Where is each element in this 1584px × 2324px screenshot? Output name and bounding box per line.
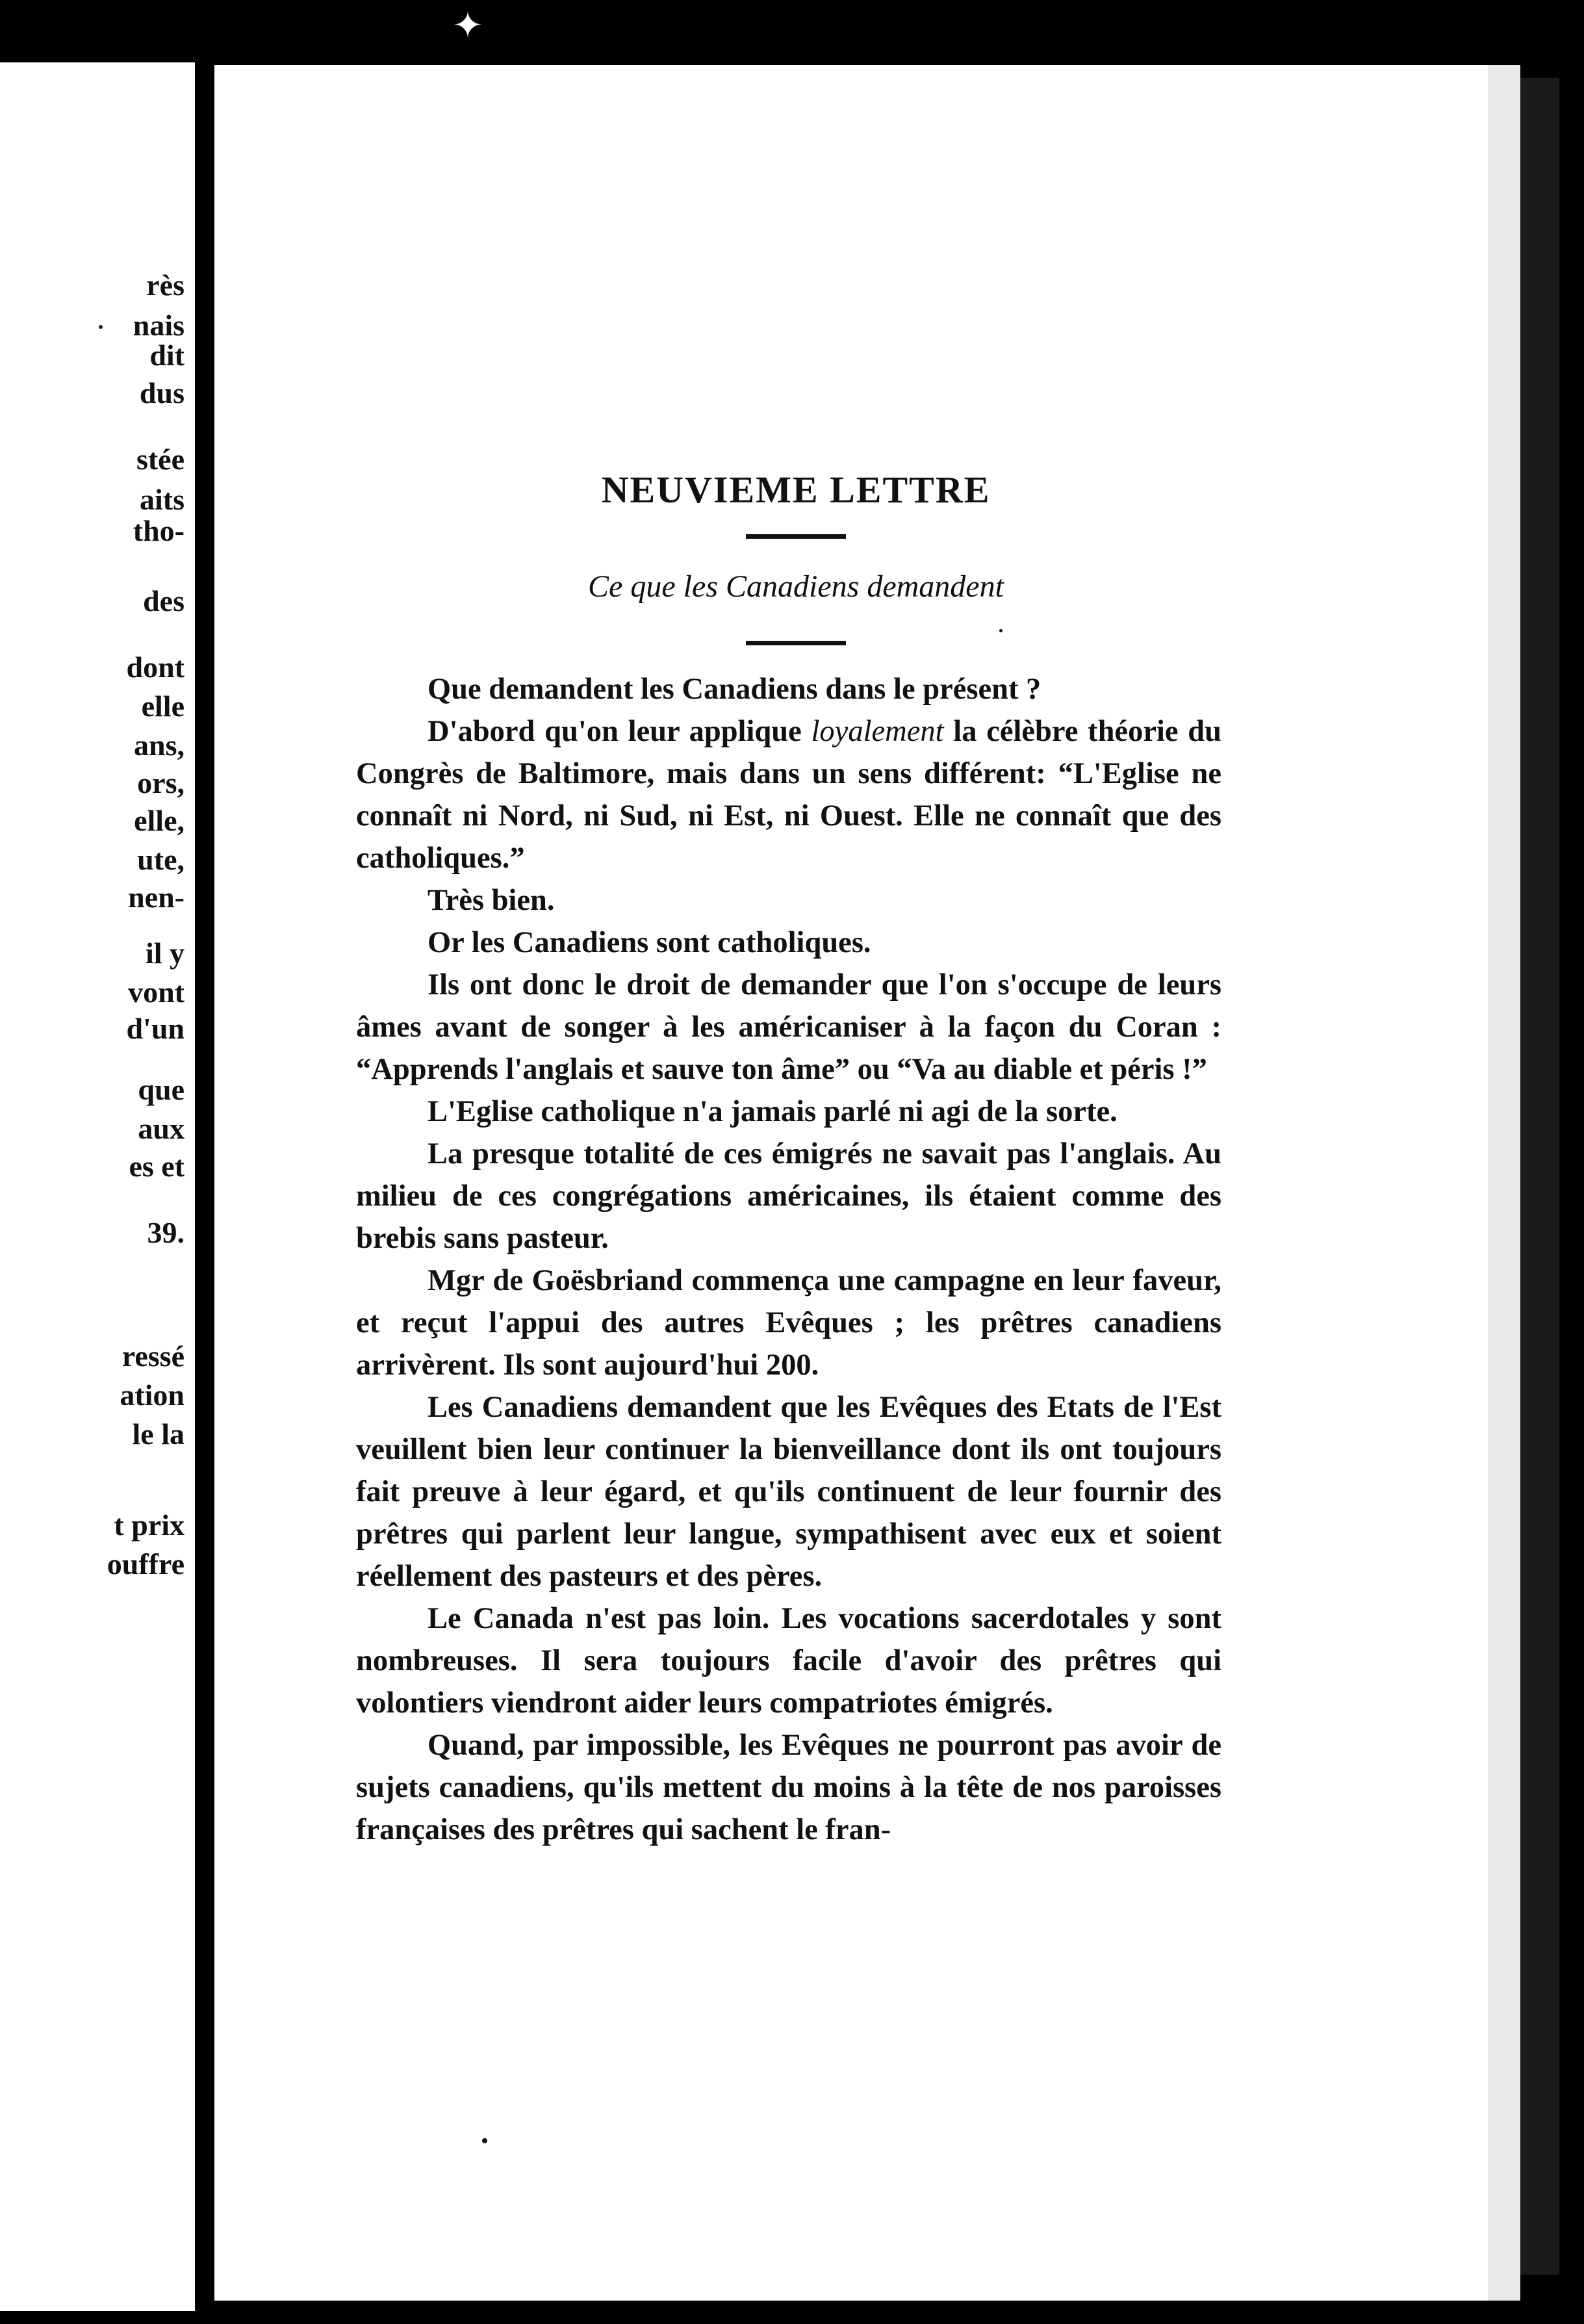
- paragraph: La presque totalité de ces émigrés ne savait pas l'anglais. Au milieu de ces congrégations américaines, ils étaient comme des brebis sans pasteur.: [356, 1137, 1221, 1255]
- paragraph: L'Eglise catholique n'a jamais parlé ni agi de la sorte.: [428, 1095, 1118, 1128]
- page-shadow: [1520, 78, 1559, 2275]
- facing-page-line: d'un: [126, 1012, 185, 1045]
- facing-page-line: rès: [146, 268, 185, 302]
- facing-page-line: le la: [132, 1417, 185, 1451]
- title-rule: [746, 534, 846, 539]
- paragraph: Ils ont donc le droit de demander que l'on s'occupe de leurs âmes avant de songer à les américaniser à la façon du Coran : “Apprends l'anglais et sauve ton âme” ou “Va au diable et péris !”: [356, 968, 1221, 1086]
- facing-page-line: dont: [126, 651, 185, 684]
- facing-page-line: tho-: [133, 514, 185, 547]
- emphasis-text: loyalement: [811, 715, 944, 748]
- paragraph: [356, 710, 1221, 879]
- body-text: [356, 668, 1221, 1851]
- facing-page-line: 39.: [147, 1216, 185, 1249]
- paragraph: Or les Canadiens sont catholiques.: [428, 926, 871, 959]
- facing-page-line: stée: [136, 443, 185, 476]
- facing-page-line: ouffre: [107, 1547, 185, 1581]
- facing-page-line: aux: [138, 1112, 185, 1145]
- paragraph: Le Canada n'est pas loin. Les vocations sacerdotales y sont nombreuses. Il sera toujours facile d'avoir des prêtres qui volontiers viendront aider leurs compatriotes émigrés.: [356, 1602, 1221, 1720]
- facing-page-line: dus: [139, 376, 185, 409]
- facing-page-line: il y: [145, 936, 185, 970]
- facing-page-line: nais: [133, 309, 185, 342]
- facing-page-line: ation: [120, 1378, 185, 1412]
- facing-page-line: elle: [141, 690, 185, 723]
- facing-page-line: que: [138, 1073, 185, 1106]
- paragraph: Quand, par impossible, les Evêques ne pourront pas avoir de sujets canadiens, qu'ils mettent du moins à la tête de nos paroisses françaises des prêtres qui sachent le fran-: [356, 1729, 1221, 1846]
- paragraph: Les Canadiens demandent que les Evêques des Etats de l'Est veuillent bien leur continuer la bienveillance dont ils ont toujours fait preuve à leur égard, et qu'ils continuent de leur fournir des prêtres qui parlent leur langue, sympathisent avec eux et soient réellement des pasteurs et des pères.: [356, 1391, 1221, 1593]
- paragraph: Très bien.: [428, 884, 555, 917]
- scan-speck: [999, 629, 1003, 632]
- facing-page-line: ors,: [137, 766, 185, 799]
- facing-page-line: des: [143, 584, 185, 617]
- facing-page-line: ressé: [121, 1339, 185, 1373]
- facing-page-line: dit: [149, 339, 185, 372]
- paragraph-text: D'abord qu'on leur applique: [428, 715, 811, 748]
- paragraph: Que demandent les Canadiens dans le présent ?: [428, 673, 1041, 706]
- chapter-title: NEUVIEME LETTRE: [601, 469, 991, 511]
- facing-page-line: t prix: [114, 1508, 185, 1542]
- facing-page-line: elle,: [134, 804, 185, 837]
- paragraph: Mgr de Goësbriand commença une campagne en leur faveur, et reçut l'appui des autres Evêques ; les prêtres canadiens arrivèrent. Ils sont aujourd'hui 200.: [356, 1264, 1221, 1382]
- facing-page-line: aits: [140, 483, 185, 516]
- facing-page-line: vont: [128, 975, 185, 1009]
- scan-speck: [99, 325, 103, 329]
- facing-page-line: es et: [129, 1150, 185, 1183]
- chapter-subtitle: Ce que les Canadiens demandent: [588, 569, 1004, 604]
- scan-speck: [482, 2138, 487, 2143]
- facing-page-fragment: [0, 62, 195, 2311]
- subtitle-rule: [746, 641, 846, 645]
- scan-corner-mark-icon: ✦: [452, 6, 483, 46]
- facing-page-line: ute,: [137, 843, 185, 876]
- paragraph-text: la célèbre théorie du Congrès de Baltimore, mais dans un sens différent: “L'Eglise ne connaît ni Nord, ni Sud, ni Est, ni Ouest. Elle ne connaît que des catholiques.”: [356, 715, 1221, 875]
- facing-page-line: ans,: [134, 729, 185, 762]
- facing-page-line: nen-: [128, 881, 185, 914]
- page-edge: [1488, 65, 1520, 2301]
